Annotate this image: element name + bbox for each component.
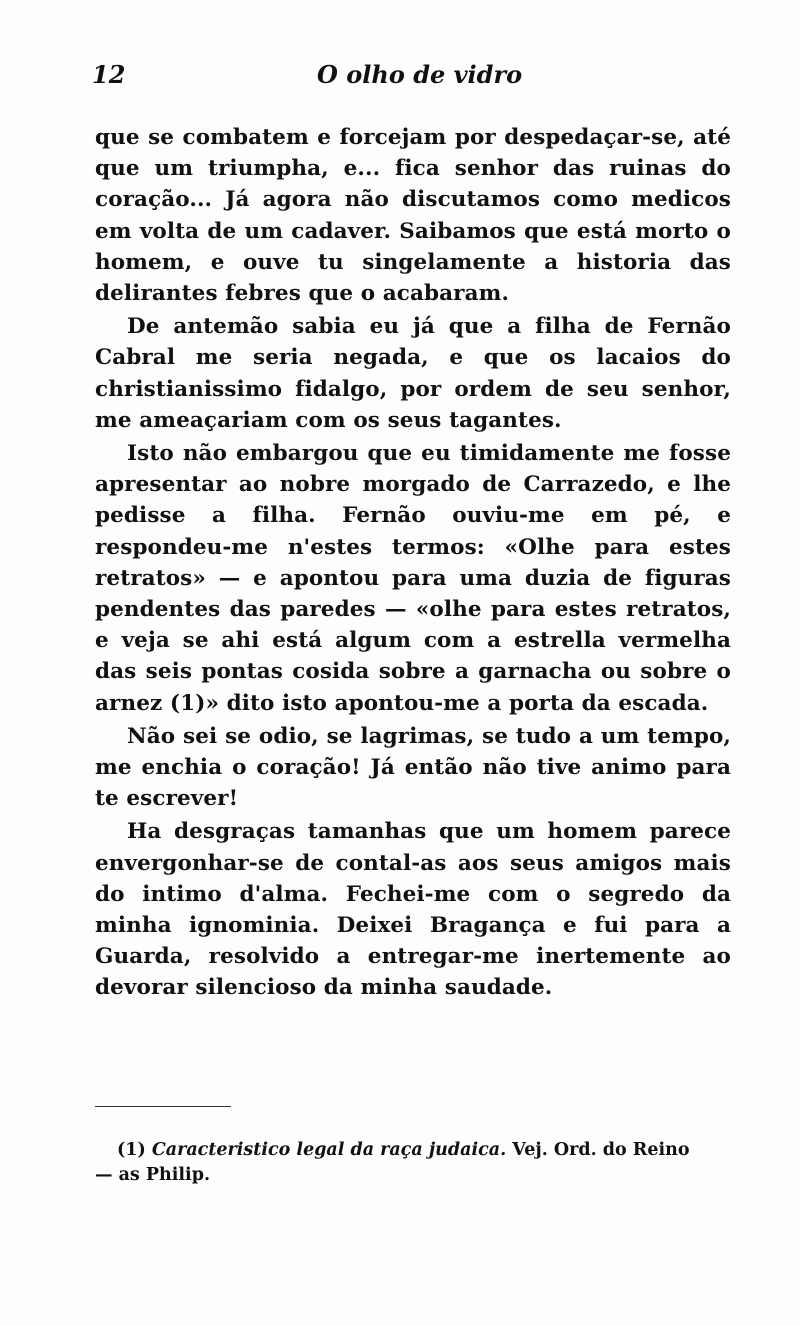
paragraph-2: De antemão sabia eu já que a filha de Fernão Cabral me seria negada, e que os lacaios do christianissimo fidalgo, por ordem de seu senhor, me ameaçariam com os seus tagantes. (95, 314, 731, 433)
body-text (95, 122, 731, 1006)
paragraph-5: Ha desgraças tamanhas que um homem parece envergonhar-se de contal-as aos seus amigos mais do intimo d'alma. Fechei-me com o segredo da minha ignominia. Deixei Bragança e fui para a Guarda, resolvido a entregar-me inertemente ao devorar silencioso da minha saudade. (95, 819, 731, 1001)
running-title: O olho de vidro (317, 60, 523, 89)
footnote-line-1 (95, 1138, 735, 1163)
paragraph-4: Não sei se odio, se lagrimas, se tudo a um tempo, me enchia o coração! Já então não tive animo para te escrever! (95, 723, 731, 812)
footnote-italic-text: Caracteristico legal da raça judaica. (151, 1140, 507, 1160)
footnote (95, 1138, 735, 1188)
page-header (92, 60, 712, 100)
paragraph-1: que se combatem e forcejam por despedaçar-se, até que um triumpha, e... fica senhor das ruinas do coração... Já agora não discutamos como medicos em volta de um cadaver. Saibamos que está morto o homem, e ouve tu singelamente a historia das delirantes febres que o acabaram. (95, 125, 731, 307)
paragraph-3: Isto não embargou que eu timidamente me fosse apresentar ao nobre morgado de Carrazedo, e lhe pedisse a filha. Fernão ouviu-me em pé, e respondeu-me n'estes termos: «Olhe para estes retratos» — e apontou para uma duzia de figuras pendentes das paredes — «olhe para estes retratos, e veja se ahi está algum com a estrella vermelha das seis pontas cosida sobre a garnacha ou sobre o arnez (1)» dito isto apontou-me a porta da escada. (95, 441, 731, 716)
footnote-marker: (1) (117, 1140, 146, 1160)
footnote-reference: Vej. Ord. do Reino (506, 1140, 690, 1160)
footnote-line-2: — as Philip. (95, 1165, 211, 1185)
footnote-rule (95, 1106, 231, 1107)
page-number: 12 (92, 60, 126, 89)
